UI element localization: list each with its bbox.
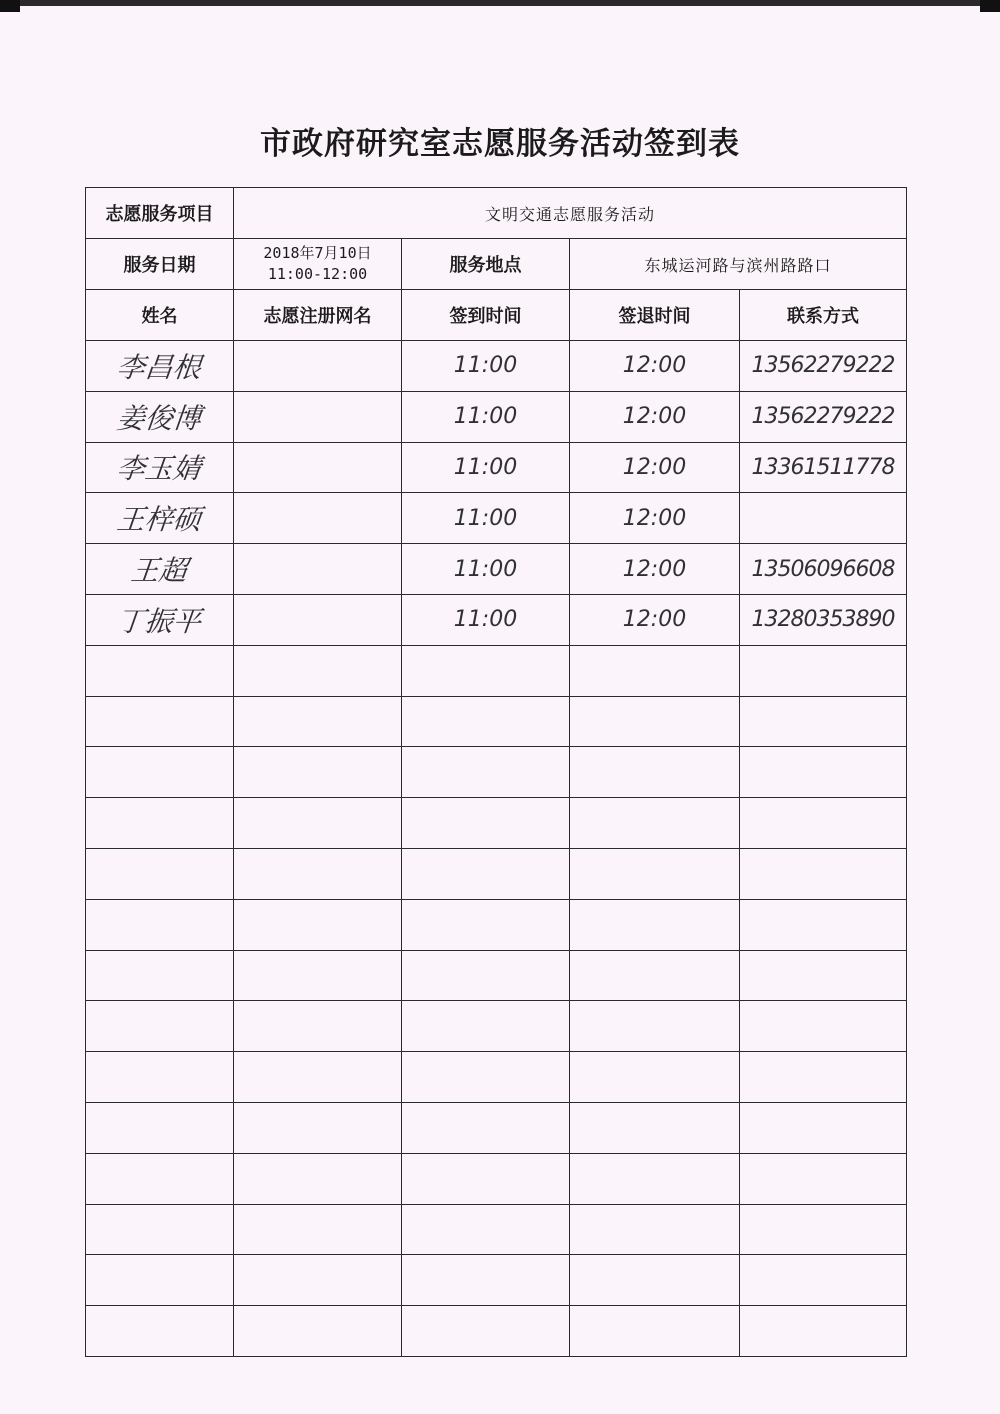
table-row — [86, 798, 907, 849]
cell-net-name — [234, 1204, 402, 1255]
handwritten-contact: 13361511778 — [751, 454, 895, 480]
cell-net-name — [234, 848, 402, 899]
cell-sign-out — [570, 1102, 740, 1153]
cell-name — [86, 493, 234, 544]
cell-sign-in — [402, 1102, 570, 1153]
project-label: 志愿服务项目 — [86, 188, 234, 239]
table-row — [86, 950, 907, 1001]
table-row — [86, 341, 907, 392]
cell-name — [86, 442, 234, 493]
handwritten-name: 丁振平 — [115, 604, 204, 638]
cell-name — [86, 1255, 234, 1306]
cell-name — [86, 645, 234, 696]
cell-name — [86, 1001, 234, 1052]
cell-name — [86, 950, 234, 1001]
cell-net-name — [234, 493, 402, 544]
date-location-row — [86, 239, 907, 290]
cell-sign-in — [402, 1306, 570, 1357]
handwritten-sign-in: 11:00 — [453, 454, 518, 480]
scan-corner-right — [980, 0, 1000, 12]
cell-net-name — [234, 1001, 402, 1052]
cell-net-name — [234, 442, 402, 493]
cell-sign-in — [402, 747, 570, 798]
handwritten-sign-out: 12:00 — [622, 353, 687, 379]
cell-name — [86, 747, 234, 798]
cell-sign-in — [402, 544, 570, 595]
table-row — [86, 848, 907, 899]
cell-sign-in — [402, 848, 570, 899]
cell-sign-in — [402, 1001, 570, 1052]
table-row — [86, 1255, 907, 1306]
cell-sign-in — [402, 696, 570, 747]
col-header-name: 姓名 — [86, 290, 234, 341]
sign-in-table — [85, 187, 907, 1357]
table-row — [86, 594, 907, 645]
table-row — [86, 1052, 907, 1103]
table-row — [86, 1204, 907, 1255]
cell-net-name — [234, 341, 402, 392]
page-title: 市政府研究室志愿服务活动签到表 — [260, 126, 740, 162]
cell-sign-out — [570, 798, 740, 849]
handwritten-sign-in: 11:00 — [453, 556, 518, 582]
cell-contact — [740, 747, 907, 798]
cell-name — [86, 696, 234, 747]
handwritten-name: 姜俊博 — [115, 401, 204, 435]
cell-contact — [740, 645, 907, 696]
table-row — [86, 1306, 907, 1357]
cell-contact — [740, 1153, 907, 1204]
cell-sign-in — [402, 341, 570, 392]
cell-net-name — [234, 645, 402, 696]
cell-sign-in — [402, 899, 570, 950]
table-row — [86, 544, 907, 595]
column-header-row — [86, 290, 907, 341]
handwritten-sign-out: 12:00 — [622, 505, 687, 531]
cell-contact — [740, 798, 907, 849]
cell-net-name — [234, 798, 402, 849]
cell-contact — [740, 1052, 907, 1103]
cell-net-name — [234, 1052, 402, 1103]
cell-contact — [740, 341, 907, 392]
cell-sign-in — [402, 1255, 570, 1306]
col-header-contact: 联系方式 — [740, 290, 907, 341]
handwritten-sign-out: 12:00 — [622, 607, 687, 633]
cell-sign-out — [570, 747, 740, 798]
table-row — [86, 899, 907, 950]
cell-contact — [740, 1204, 907, 1255]
cell-name — [86, 544, 234, 595]
cell-contact — [740, 442, 907, 493]
cell-sign-in — [402, 1052, 570, 1103]
table-row — [86, 493, 907, 544]
cell-net-name — [234, 747, 402, 798]
cell-sign-in — [402, 1153, 570, 1204]
table-row — [86, 747, 907, 798]
cell-sign-out — [570, 544, 740, 595]
table-row — [86, 1102, 907, 1153]
cell-sign-out — [570, 341, 740, 392]
handwritten-contact: 13562279222 — [751, 353, 895, 379]
col-header-net-name: 志愿注册网名 — [234, 290, 402, 341]
table-row — [86, 1001, 907, 1052]
cell-contact — [740, 493, 907, 544]
cell-contact — [740, 1306, 907, 1357]
cell-contact — [740, 848, 907, 899]
table-row — [86, 442, 907, 493]
cell-net-name — [234, 696, 402, 747]
location-label: 服务地点 — [402, 239, 570, 290]
service-date-value — [234, 239, 402, 290]
handwritten-contact: 13562279222 — [751, 404, 895, 430]
handwritten-sign-in: 11:00 — [453, 404, 518, 430]
cell-sign-in — [402, 391, 570, 442]
cell-name — [86, 1306, 234, 1357]
handwritten-name: 王梓硕 — [115, 503, 204, 537]
table-row — [86, 645, 907, 696]
col-header-sign-out: 签退时间 — [570, 290, 740, 341]
cell-contact — [740, 391, 907, 442]
cell-name — [86, 848, 234, 899]
cell-contact — [740, 899, 907, 950]
service-date: 2018年7月10日 — [263, 244, 372, 262]
cell-contact — [740, 544, 907, 595]
cell-contact — [740, 696, 907, 747]
handwritten-name: 李玉婧 — [115, 452, 204, 486]
cell-sign-in — [402, 645, 570, 696]
service-time: 11:00-12:00 — [267, 265, 368, 283]
cell-sign-in — [402, 594, 570, 645]
project-value: 文明交通志愿服务活动 — [234, 188, 907, 239]
cell-sign-out — [570, 950, 740, 1001]
cell-contact — [740, 1102, 907, 1153]
cell-name — [86, 899, 234, 950]
cell-contact — [740, 1001, 907, 1052]
cell-net-name — [234, 594, 402, 645]
cell-net-name — [234, 1306, 402, 1357]
cell-sign-out — [570, 442, 740, 493]
col-header-sign-in: 签到时间 — [402, 290, 570, 341]
service-date-label: 服务日期 — [86, 239, 234, 290]
cell-name — [86, 1102, 234, 1153]
cell-net-name — [234, 899, 402, 950]
handwritten-sign-out: 12:00 — [622, 454, 687, 480]
cell-sign-out — [570, 493, 740, 544]
cell-name — [86, 1052, 234, 1103]
handwritten-name: 李昌根 — [115, 350, 204, 384]
location-value: 东城运河路与滨州路路口 — [570, 239, 907, 290]
handwritten-name: 王超 — [129, 554, 190, 588]
cell-sign-out — [570, 848, 740, 899]
handwritten-sign-in: 11:00 — [453, 353, 518, 379]
scan-corner-left — [0, 0, 20, 12]
cell-contact — [740, 1255, 907, 1306]
cell-sign-out — [570, 1001, 740, 1052]
handwritten-sign-out: 12:00 — [622, 404, 687, 430]
project-row — [86, 188, 907, 239]
handwritten-sign-in: 11:00 — [453, 505, 518, 531]
cell-sign-in — [402, 493, 570, 544]
table-row — [86, 391, 907, 442]
handwritten-sign-in: 11:00 — [453, 607, 518, 633]
cell-sign-out — [570, 645, 740, 696]
cell-net-name — [234, 1153, 402, 1204]
cell-net-name — [234, 950, 402, 1001]
cell-contact — [740, 594, 907, 645]
handwritten-contact: 13280353890 — [751, 607, 895, 633]
cell-net-name — [234, 544, 402, 595]
cell-name — [86, 798, 234, 849]
cell-sign-out — [570, 594, 740, 645]
cell-sign-out — [570, 696, 740, 747]
cell-net-name — [234, 1102, 402, 1153]
cell-name — [86, 594, 234, 645]
cell-sign-out — [570, 899, 740, 950]
scan-border — [0, 0, 1000, 6]
handwritten-sign-out: 12:00 — [622, 556, 687, 582]
table-row — [86, 1153, 907, 1204]
cell-sign-out — [570, 1153, 740, 1204]
cell-net-name — [234, 391, 402, 442]
cell-sign-out — [570, 1306, 740, 1357]
cell-sign-out — [570, 1052, 740, 1103]
cell-sign-in — [402, 798, 570, 849]
cell-sign-in — [402, 442, 570, 493]
cell-net-name — [234, 1255, 402, 1306]
cell-sign-out — [570, 391, 740, 442]
cell-name — [86, 1153, 234, 1204]
handwritten-contact: 13506096608 — [751, 556, 895, 582]
cell-name — [86, 341, 234, 392]
cell-sign-out — [570, 1255, 740, 1306]
cell-name — [86, 391, 234, 442]
cell-sign-in — [402, 1204, 570, 1255]
table-row — [86, 696, 907, 747]
cell-contact — [740, 950, 907, 1001]
cell-name — [86, 1204, 234, 1255]
cell-sign-out — [570, 1204, 740, 1255]
cell-sign-in — [402, 950, 570, 1001]
